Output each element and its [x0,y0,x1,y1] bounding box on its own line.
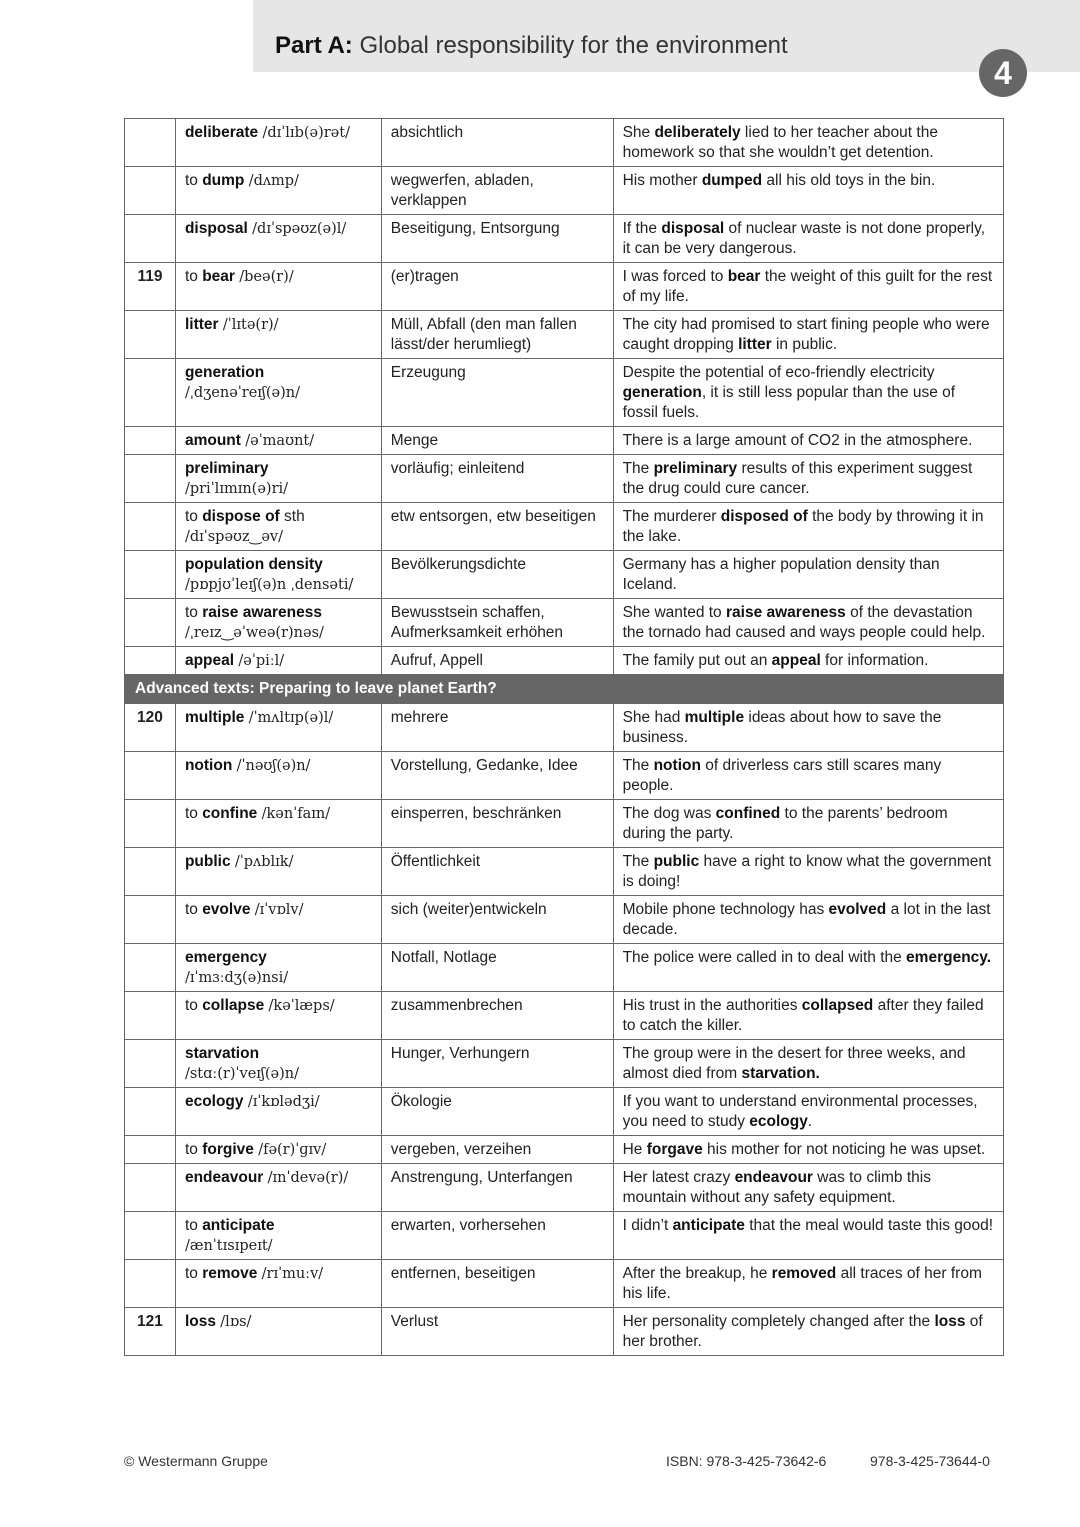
table-row [125,1260,1004,1308]
phonetic: /ɪˈmɜːdʒ(ə)nsi/ [184,970,289,986]
phonetic: /ˌreɪz‿əˈweə(r)nəs/ [184,625,324,641]
page-number: 121 [125,1308,176,1356]
page-number [125,1088,176,1136]
term: deliberate /dɪˈlɪb(ə)rət/ [175,119,381,167]
example-sentence: There is a large amount of CO2 in the atmosphere. [613,427,1003,455]
phonetic: /stɑː(r)ˈveɪʃ(ə)n/ [184,1066,299,1082]
term: population density /pɒpjʊˈleɪʃ(ə)n ˌdensəti/ [175,551,381,599]
phonetic: /ɪˈkɒlədʒi/ [247,1094,320,1110]
example-sentence: She had multiple ideas about how to save the business. [613,704,1003,752]
page-number [125,752,176,800]
copyright: © Westermann Gruppe [124,1453,268,1469]
term: to anticipate /ænˈtɪsɪpeɪt/ [175,1212,381,1260]
term: endeavour /ɪnˈdevə(r)/ [175,1164,381,1212]
example-sentence: Mobile phone technology has evolved a lot in the last decade. [613,896,1003,944]
example-sentence: The family put out an appeal for information. [613,647,1003,675]
example-sentence: The preliminary results of this experiment suggest the drug could cure cancer. [613,455,1003,503]
table-row [125,1308,1004,1356]
example-sentence: I didn’t anticipate that the meal would taste this good! [613,1212,1003,1260]
term: generation /ˌdʒenəˈreɪʃ(ə)n/ [175,359,381,427]
example-sentence: Her personality completely changed after the loss of her brother. [613,1308,1003,1356]
phonetic: /kəˈlæps/ [268,998,335,1014]
phonetic: /dʌmp/ [248,173,299,189]
phonetic: /rɪˈmuːv/ [261,1266,324,1282]
translation: Notfall, Notlage [381,944,613,992]
table-row [125,503,1004,551]
page-number [125,1136,176,1164]
term: starvation /stɑː(r)ˈveɪʃ(ə)n/ [175,1040,381,1088]
table-row [125,944,1004,992]
translation: Menge [381,427,613,455]
table-row [125,992,1004,1040]
example-sentence: If you want to understand environmental processes, you need to study ecology. [613,1088,1003,1136]
page-number [125,503,176,551]
table-row [125,1212,1004,1260]
example-sentence: The police were called in to deal with the emergency. [613,944,1003,992]
term: to collapse /kəˈlæps/ [175,992,381,1040]
term: loss /lɒs/ [175,1308,381,1356]
term: ecology /ɪˈkɒlədʒi/ [175,1088,381,1136]
page-number [125,119,176,167]
term: to forgive /fə(r)ˈɡɪv/ [175,1136,381,1164]
example-sentence: He forgave his mother for not noticing he was upset. [613,1136,1003,1164]
translation: zusammenbrechen [381,992,613,1040]
phonetic: /dɪˈspəʊz(ə)l/ [252,221,347,237]
example-sentence: She deliberately lied to her teacher about the homework so that she wouldn’t get detention. [613,119,1003,167]
example-sentence: The notion of driverless cars still scares many people. [613,752,1003,800]
page-number [125,944,176,992]
phonetic: /ˈpʌblɪk/ [234,854,294,870]
page-number [125,896,176,944]
table-row [125,119,1004,167]
translation: Hunger, Verhungern [381,1040,613,1088]
isbn-2: 978-3-425-73644-0 [870,1453,990,1469]
table-row [125,848,1004,896]
page-number [125,599,176,647]
translation: Verlust [381,1308,613,1356]
translation: vorläufig; einleitend [381,455,613,503]
table-row [125,1040,1004,1088]
translation: wegwerfen, abladen, verklappen [381,167,613,215]
example-sentence: His mother dumped all his old toys in the bin. [613,167,1003,215]
vocabulary-table [124,118,1004,1356]
page-number [125,1164,176,1212]
term: preliminary /priˈlɪmɪn(ə)ri/ [175,455,381,503]
page-number [125,1260,176,1308]
table-row [125,704,1004,752]
page-number [125,551,176,599]
translation: Öffentlichkeit [381,848,613,896]
page-number [125,647,176,675]
term: appeal /əˈpiːl/ [175,647,381,675]
translation: Aufruf, Appell [381,647,613,675]
title-text: Global responsibility for the environment [352,32,788,59]
section-title: Advanced texts: Preparing to leave planet Earth? [125,675,1004,704]
page-number [125,167,176,215]
phonetic: /lɒs/ [220,1314,252,1330]
example-sentence: Despite the potential of eco-friendly electricity generation, it is still less popular than the use of fossil fuels. [613,359,1003,427]
phonetic: /ˈmʌltɪp(ə)l/ [248,710,334,726]
term: to dump /dʌmp/ [175,167,381,215]
phonetic: /dɪˈspəʊz‿əv/ [184,529,283,545]
phonetic: /əˈpiːl/ [238,653,285,669]
table-row [125,752,1004,800]
translation: Müll, Abfall (den man fallen lässt/der herumliegt) [381,311,613,359]
table-row [125,215,1004,263]
page-title [275,32,788,60]
phonetic: /priˈlɪmɪn(ə)ri/ [184,481,289,497]
example-sentence: The city had promised to start fining people who were caught dropping litter in public. [613,311,1003,359]
term: notion /ˈnəʊʃ(ə)n/ [175,752,381,800]
translation: Beseitigung, Entsorgung [381,215,613,263]
translation: einsperren, beschränken [381,800,613,848]
example-sentence: Germany has a higher population density than Iceland. [613,551,1003,599]
example-sentence: The dog was confined to the parents’ bedroom during the party. [613,800,1003,848]
translation: entfernen, beseitigen [381,1260,613,1308]
page-number [125,800,176,848]
table-row [125,1088,1004,1136]
table-row [125,263,1004,311]
translation: Anstrengung, Unterfangen [381,1164,613,1212]
term: to evolve /ɪˈvɒlv/ [175,896,381,944]
term: to remove /rɪˈmuːv/ [175,1260,381,1308]
table-row [125,599,1004,647]
translation: Vorstellung, Gedanke, Idee [381,752,613,800]
page-number [125,427,176,455]
title-prefix: Part A: [275,32,353,59]
phonetic: /beə(r)/ [239,269,294,285]
phonetic: /pɒpjʊˈleɪʃ(ə)n ˌdensəti/ [184,577,354,593]
table-row [125,359,1004,427]
phonetic: /ɪˈvɒlv/ [254,902,304,918]
example-sentence: I was forced to bear the weight of this guilt for the rest of my life. [613,263,1003,311]
example-sentence: The group were in the desert for three weeks, and almost died from starvation. [613,1040,1003,1088]
phonetic: /fə(r)ˈɡɪv/ [258,1142,327,1158]
table-row [125,455,1004,503]
table-row [125,1136,1004,1164]
translation: Erzeugung [381,359,613,427]
page-number [125,311,176,359]
term: amount /əˈmaʊnt/ [175,427,381,455]
translation: mehrere [381,704,613,752]
section-header [125,675,1004,704]
example-sentence: His trust in the authorities collapsed after they failed to catch the killer. [613,992,1003,1040]
table-row [125,427,1004,455]
table-row [125,167,1004,215]
phonetic: /dɪˈlɪb(ə)rət/ [262,125,350,141]
page-header [253,0,1080,72]
term: litter /ˈlɪtə(r)/ [175,311,381,359]
phonetic: /əˈmaʊnt/ [245,433,315,449]
term: public /ˈpʌblɪk/ [175,848,381,896]
phonetic: /ˈnəʊʃ(ə)n/ [236,758,311,774]
isbn-1: ISBN: 978-3-425-73642-6 [666,1453,827,1469]
example-sentence: The murderer disposed of the body by throwing it in the lake. [613,503,1003,551]
table-row [125,1164,1004,1212]
term: disposal /dɪˈspəʊz(ə)l/ [175,215,381,263]
translation: sich (weiter)entwickeln [381,896,613,944]
page-number: 120 [125,704,176,752]
translation: erwarten, vorhersehen [381,1212,613,1260]
term: emergency /ɪˈmɜːdʒ(ə)nsi/ [175,944,381,992]
unit-badge: 4 [979,49,1027,97]
phonetic: /ænˈtɪsɪpeɪt/ [184,1238,273,1254]
term: to dispose of sth /dɪˈspəʊz‿əv/ [175,503,381,551]
table-row [125,896,1004,944]
example-sentence: She wanted to raise awareness of the devastation the tornado had caused and ways people could help. [613,599,1003,647]
translation: Ökologie [381,1088,613,1136]
example-sentence: If the disposal of nuclear waste is not done properly, it can be very dangerous. [613,215,1003,263]
example-sentence: After the breakup, he removed all traces of her from his life. [613,1260,1003,1308]
translation: Bewusstsein schaffen, Aufmerksamkeit erhöhen [381,599,613,647]
page-number [125,215,176,263]
page-number [125,1212,176,1260]
phonetic: /ɪnˈdevə(r)/ [267,1170,349,1186]
phonetic: /ˌdʒenəˈreɪʃ(ə)n/ [184,385,300,401]
page-number [125,992,176,1040]
page-number [125,848,176,896]
example-sentence: Her latest crazy endeavour was to climb this mountain without any safety equipment. [613,1164,1003,1212]
translation: vergeben, verzeihen [381,1136,613,1164]
page-number: 119 [125,263,176,311]
phonetic: /ˈlɪtə(r)/ [222,317,279,333]
page-number [125,1040,176,1088]
term: to raise awareness /ˌreɪz‿əˈweə(r)nəs/ [175,599,381,647]
translation: absichtlich [381,119,613,167]
term: to confine /kənˈfaɪn/ [175,800,381,848]
translation: (er)tragen [381,263,613,311]
table-row [125,551,1004,599]
table-row [125,800,1004,848]
term: to bear /beə(r)/ [175,263,381,311]
example-sentence: The public have a right to know what the government is doing! [613,848,1003,896]
table-row [125,311,1004,359]
translation: etw entsorgen, etw beseitigen [381,503,613,551]
phonetic: /kənˈfaɪn/ [261,806,331,822]
term: multiple /ˈmʌltɪp(ə)l/ [175,704,381,752]
page-number [125,359,176,427]
translation: Bevölkerungsdichte [381,551,613,599]
table-row [125,647,1004,675]
page-number [125,455,176,503]
